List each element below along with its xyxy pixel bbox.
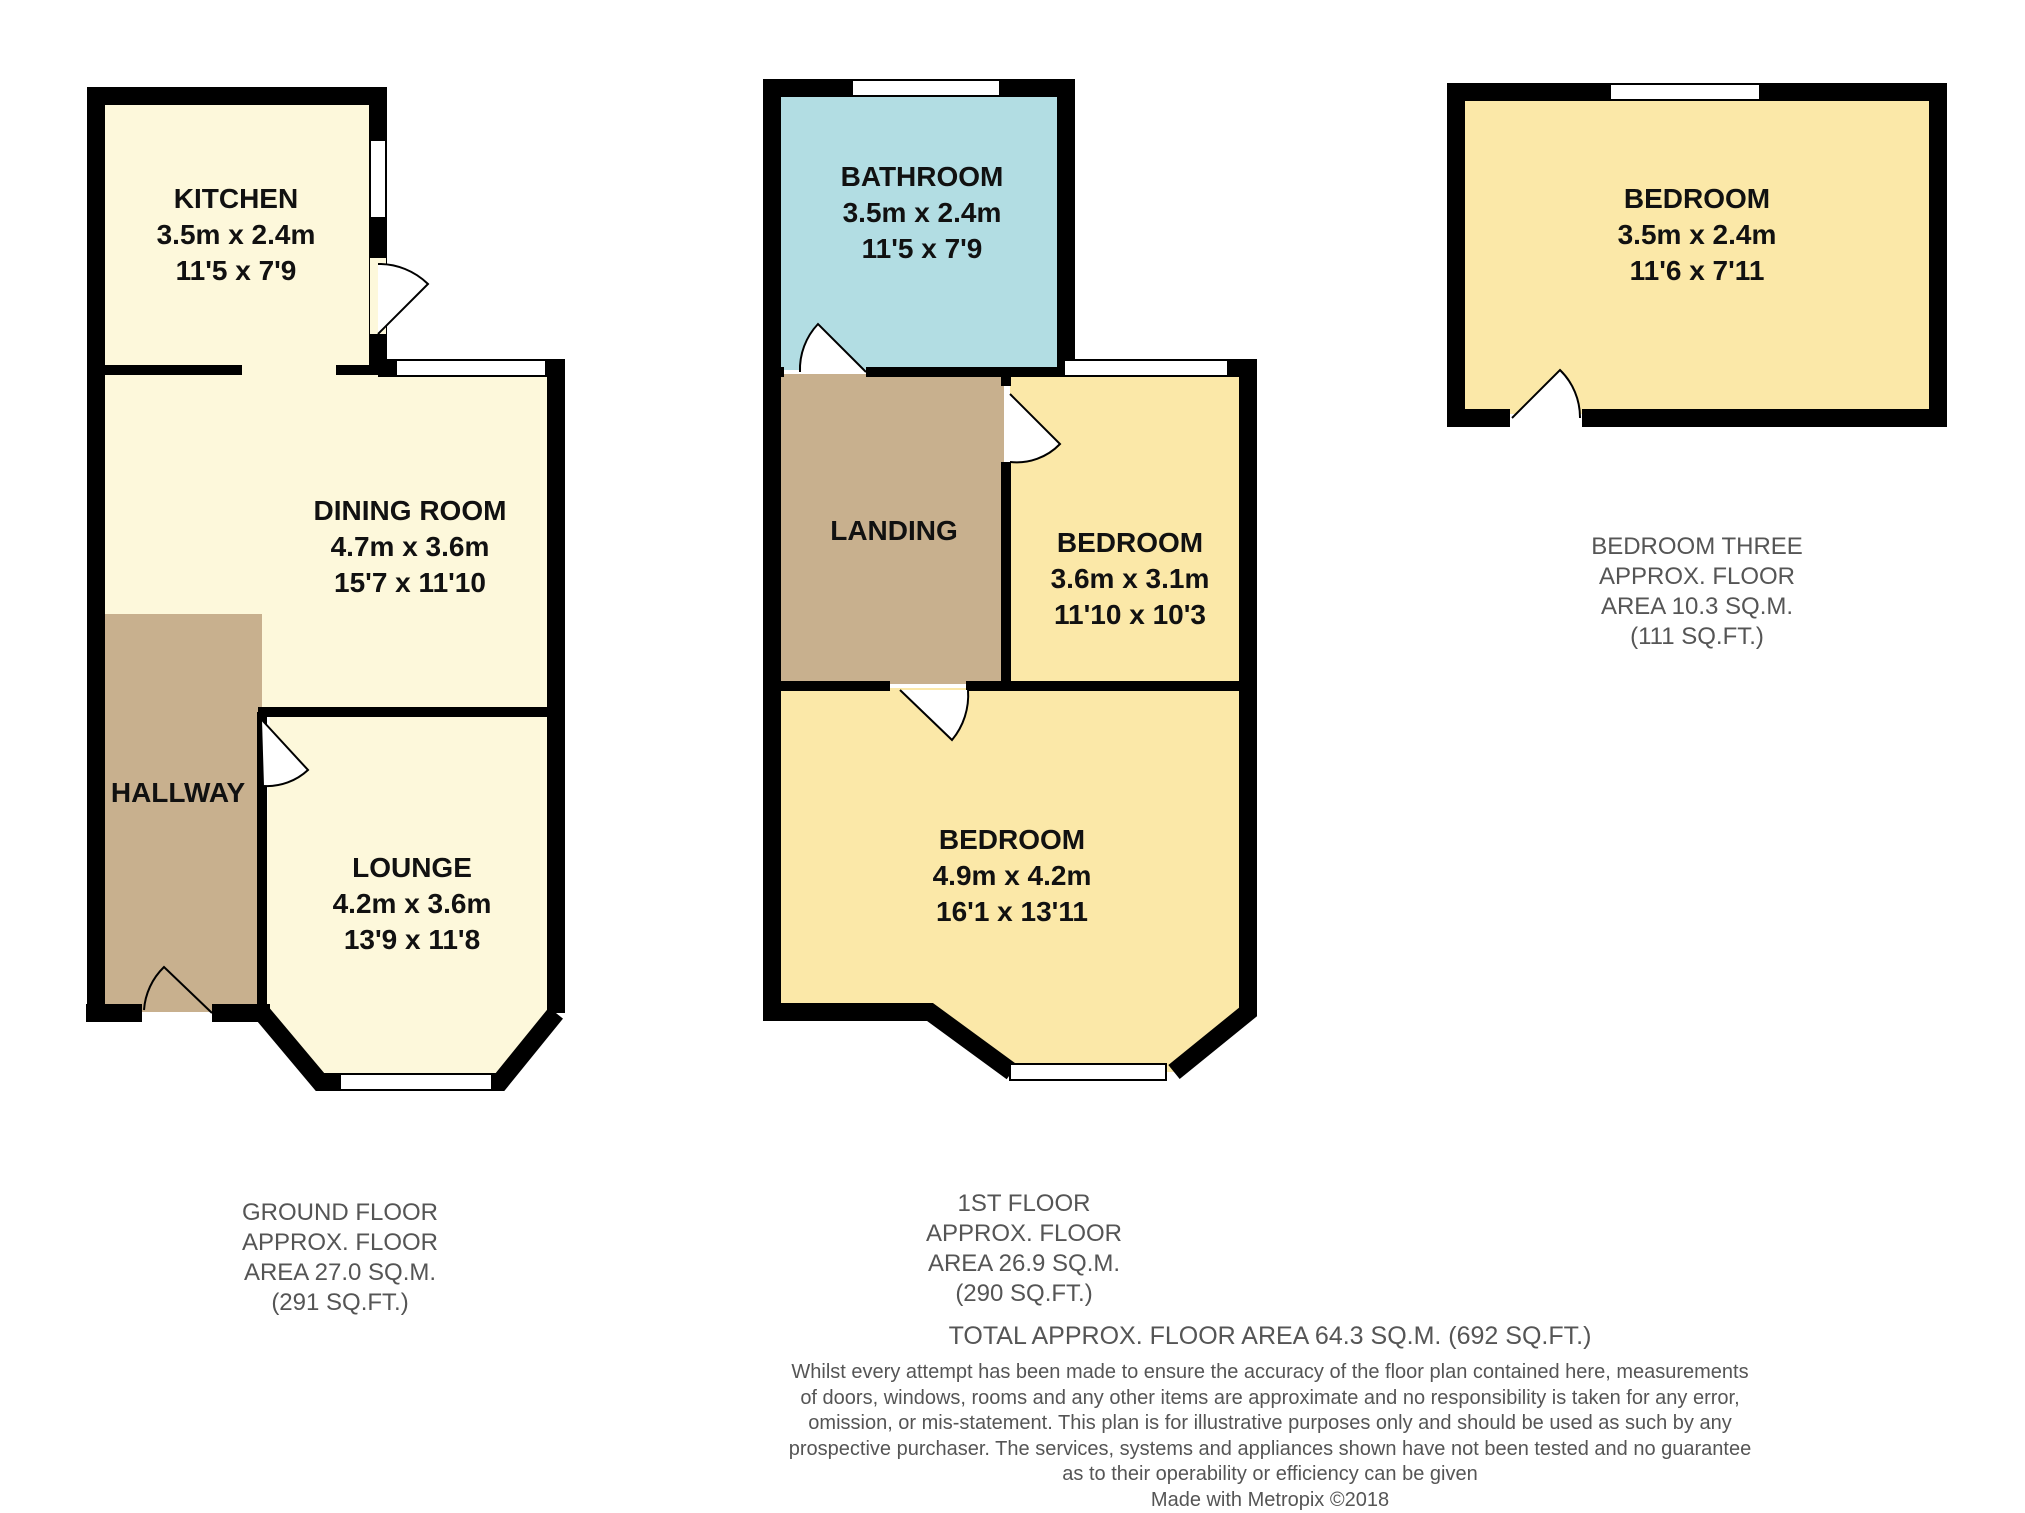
bathroom-imperial: 11'5 x 7'9 (862, 233, 983, 264)
bedroom-three-caption (1557, 532, 1837, 652)
kitchen-metric: 3.5m x 2.4m (157, 219, 316, 250)
bedroom-three-window (1610, 84, 1760, 100)
caption-line: GROUND FLOOR (200, 1198, 480, 1228)
bedroom-three-plan (1456, 84, 1938, 418)
total-floor-area: TOTAL APPROX. FLOOR AREA 64.3 SQ.M. (692 SQ.FT.) (700, 1322, 1840, 1351)
kitchen-imperial: 11'5 x 7'9 (176, 255, 297, 286)
dining-window (396, 360, 546, 376)
disclaimer-line: as to their operability or efficiency can be given (700, 1462, 1840, 1488)
bedroom-small-imperial: 11'10 x 10'3 (1054, 599, 1206, 630)
disclaimer-line: prospective purchaser. The services, systems and appliances shown have not been tested and no guarantee (700, 1437, 1840, 1463)
lounge-imperial: 13'9 x 11'8 (344, 924, 480, 955)
caption-line: (291 SQ.FT.) (200, 1288, 480, 1318)
bedroom-small-window (1064, 360, 1228, 376)
dining-room-metric: 4.7m x 3.6m (331, 531, 490, 562)
bedroom-small-name: BEDROOM (1057, 527, 1203, 558)
credit: Made with Metropix ©2018 (700, 1488, 1840, 1513)
bedroom-three-metric: 3.5m x 2.4m (1618, 219, 1777, 250)
disclaimer-line: omission, or mis-statement. This plan is for illustrative purposes only and should be used as such by any (700, 1411, 1840, 1437)
caption-line: AREA 26.9 SQ.M. (884, 1249, 1164, 1279)
bathroom-name: BATHROOM (841, 161, 1004, 192)
lounge-name: LOUNGE (352, 852, 472, 883)
bedroom-large-name: BEDROOM (939, 824, 1085, 855)
caption-line: APPROX. FLOOR (884, 1219, 1164, 1249)
dining-room-name: DINING ROOM (314, 495, 507, 526)
bedroom-three-name: BEDROOM (1624, 183, 1770, 214)
kitchen-side-door (378, 264, 428, 334)
bedroom-large-window (1010, 1064, 1166, 1080)
hallway-name: HALLWAY (111, 777, 246, 808)
kitchen-name: KITCHEN (174, 183, 298, 214)
bedroom-large-metric: 4.9m x 4.2m (933, 860, 1092, 891)
dining-room-imperial: 15'7 x 11'10 (334, 567, 486, 598)
disclaimer (700, 1360, 1840, 1513)
bathroom-window (852, 80, 1000, 96)
caption-line: AREA 10.3 SQ.M. (1557, 592, 1837, 622)
ground-floor-caption (200, 1198, 480, 1318)
caption-line: APPROX. FLOOR (200, 1228, 480, 1258)
lounge-metric: 4.2m x 3.6m (333, 888, 492, 919)
bathroom-metric: 3.5m x 2.4m (843, 197, 1002, 228)
caption-line: 1ST FLOOR (884, 1189, 1164, 1219)
caption-line: BEDROOM THREE (1557, 532, 1837, 562)
caption-line: (290 SQ.FT.) (884, 1279, 1164, 1309)
disclaimer-line: of doors, windows, rooms and any other items are approximate and no responsibility is taken for any error, (700, 1386, 1840, 1412)
first-floor-caption (884, 1189, 1164, 1309)
hallway-area (96, 614, 262, 1012)
caption-line: APPROX. FLOOR (1557, 562, 1837, 592)
landing-name: LANDING (830, 515, 958, 546)
caption-line: (111 SQ.FT.) (1557, 622, 1837, 652)
bedroom-small-metric: 3.6m x 3.1m (1051, 563, 1210, 594)
disclaimer-line: Whilst every attempt has been made to ensure the accuracy of the floor plan contained here, measurements (700, 1360, 1840, 1386)
caption-line: AREA 27.0 SQ.M. (200, 1258, 480, 1288)
lounge-window (340, 1074, 492, 1090)
bedroom-large-imperial: 16'1 x 13'11 (936, 896, 1088, 927)
kitchen-window (370, 140, 386, 218)
bedroom-three-imperial: 11'6 x 7'11 (1630, 255, 1765, 286)
